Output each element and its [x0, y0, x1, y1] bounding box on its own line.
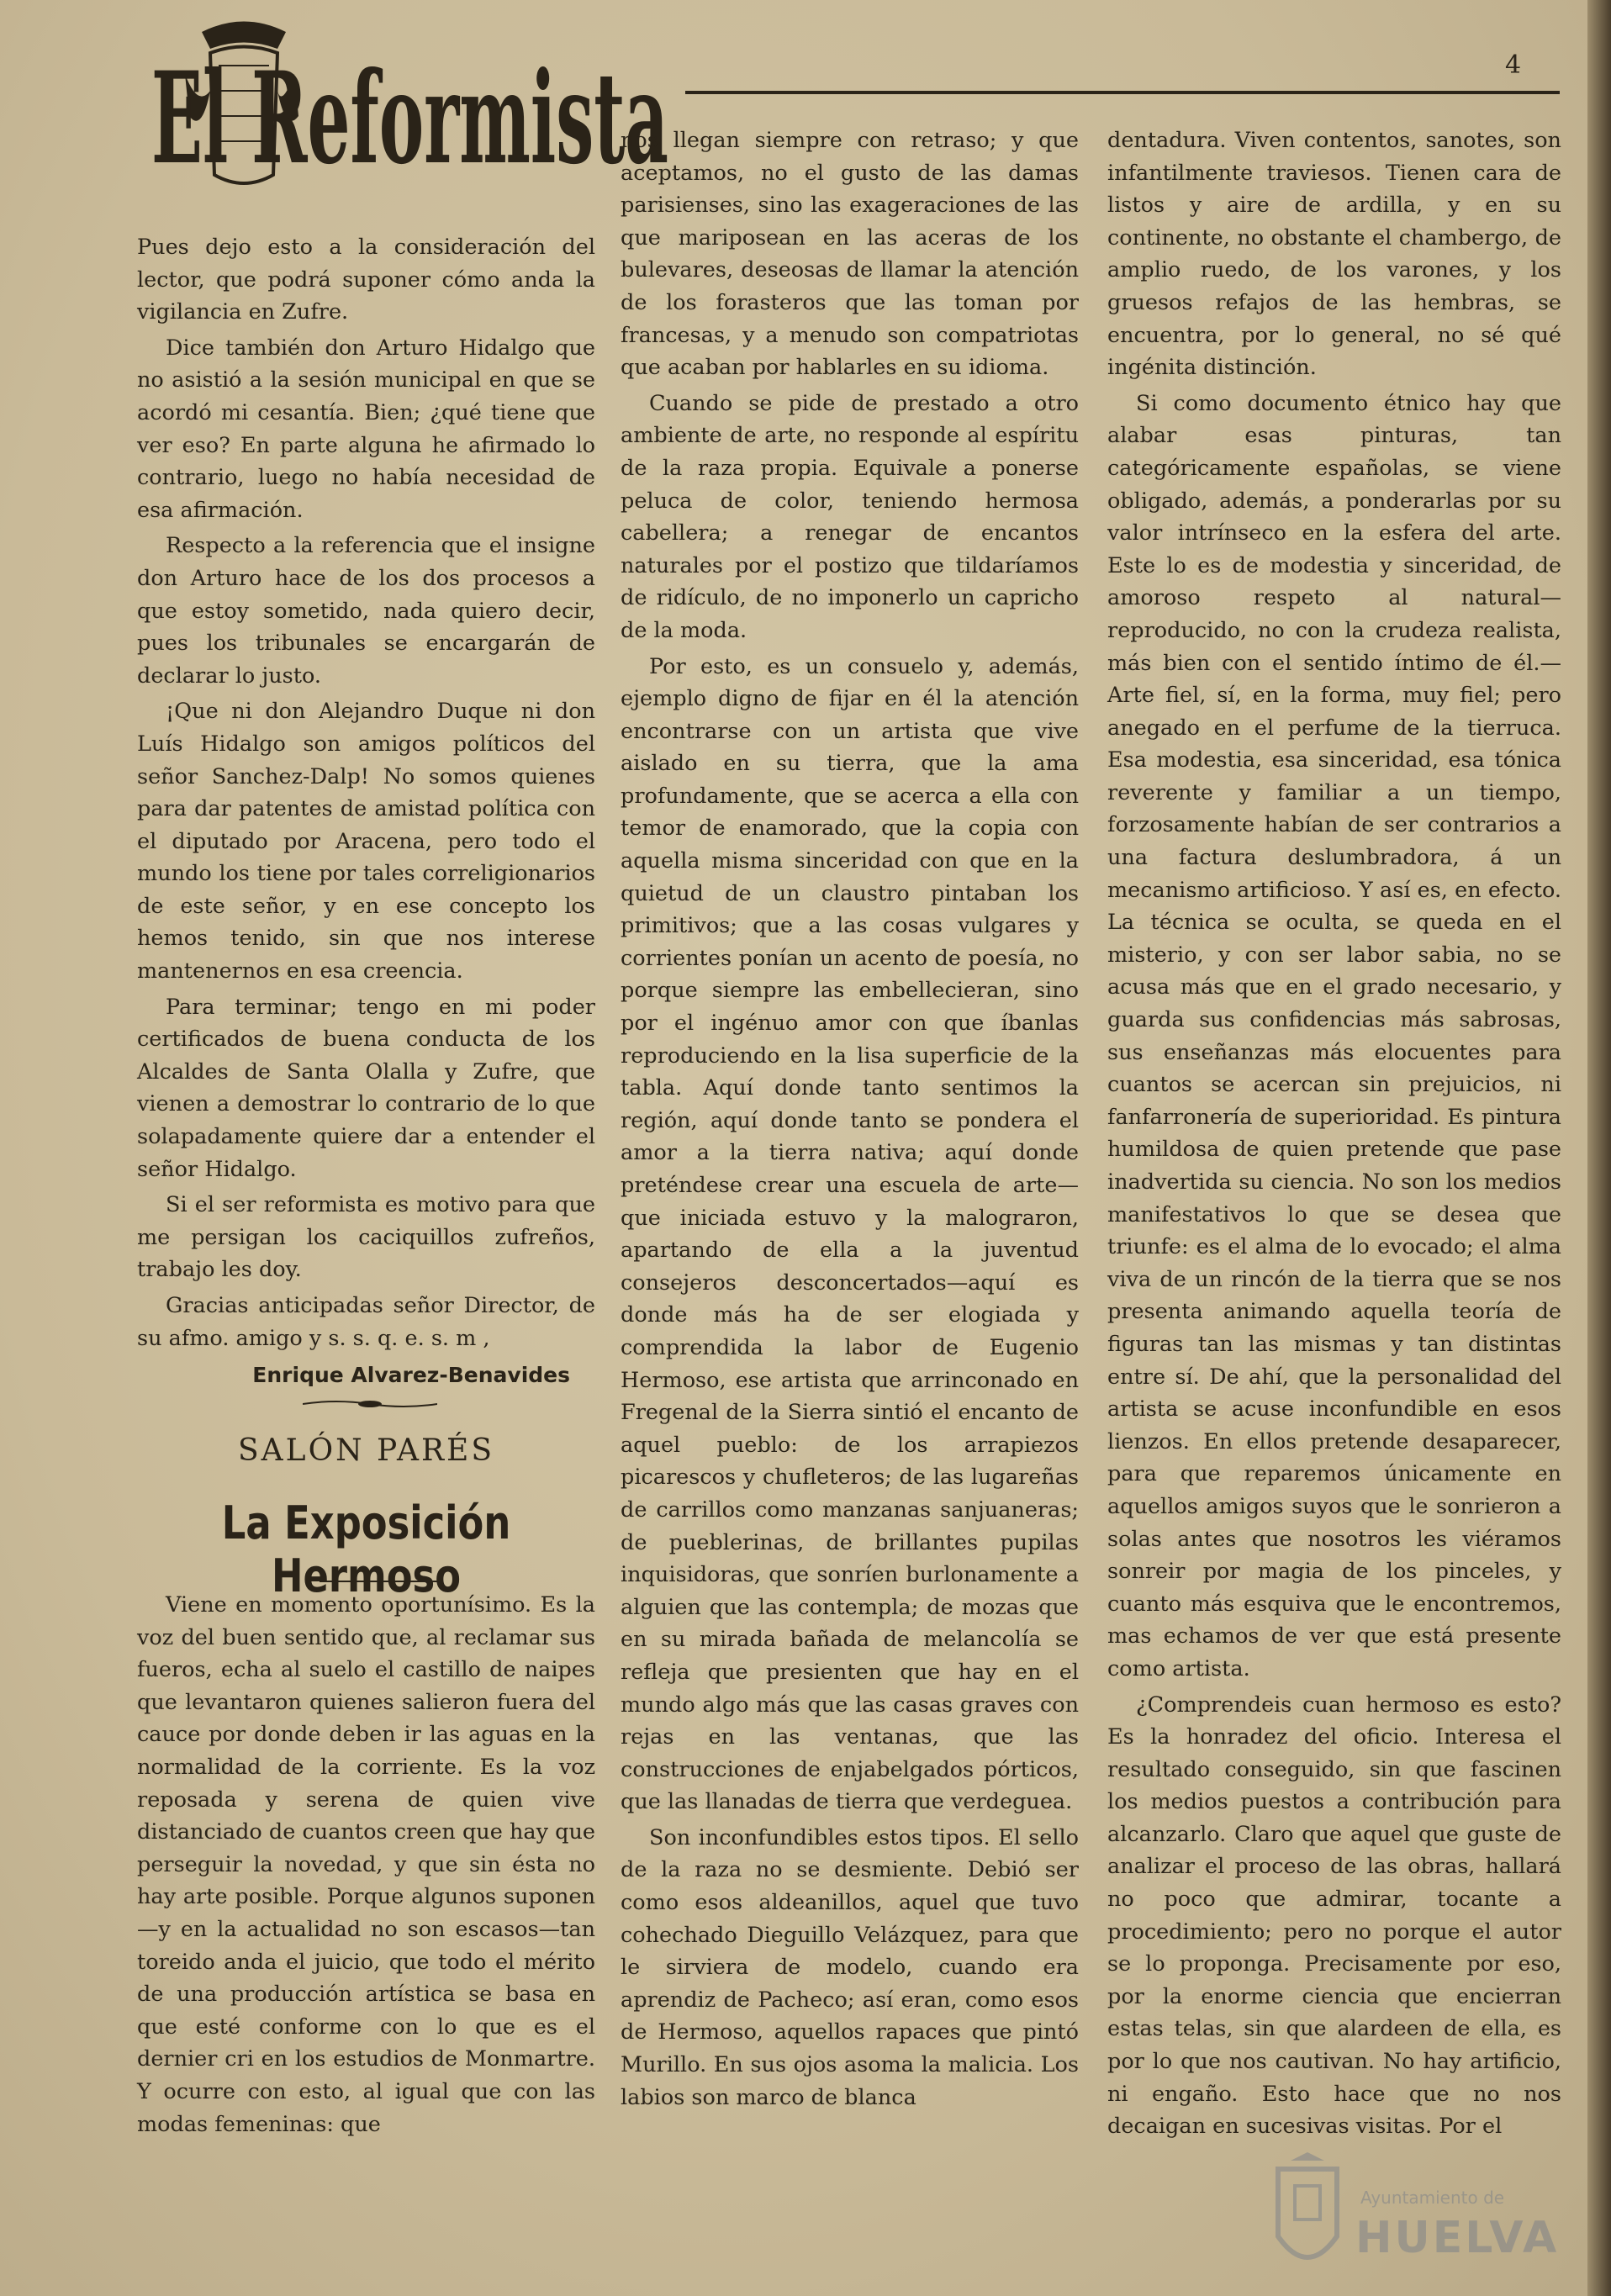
masthead-logo: [151, 7, 673, 200]
letter-paragraph: Dice también don Arturo Hidalgo que no asistió a la sesión municipal en que se acordó mi cesantía. Bien; ¿qué tiene que ver eso? En parte alguna he afirmado lo contrario, luego no había necesidad de esa afirmación.: [137, 335, 595, 523]
article-paragraph: nos llegan siempre con retraso; y que aceptamos, no el gusto de las damas parisienses, sino las exageraciones de las que mariposean en las aceras de los bulevares, deseosas de llamar la atención de los forasteros que las toman por francesas, y a menudo son compatriotas que acaban por hablarles en su idioma.: [621, 128, 1079, 381]
watermark-line1: Ayuntamiento de: [1360, 2188, 1505, 2208]
letter-column: [137, 231, 595, 1392]
article-column-1: [137, 1589, 595, 2140]
article-column-3: [1107, 124, 1561, 2143]
header-rule: [685, 91, 1560, 94]
watermark-line2: HUELVA: [1355, 2213, 1560, 2263]
section-title: SALÓN PARÉS: [238, 1433, 494, 1468]
masthead-title: El Reformista: [151, 45, 668, 193]
letter-paragraph: Para terminar; tengo en mi poder certificados de buena conducta de los Alcaldes de Santa Olalla y Zufre, que vienen a demostrar lo contrario de lo que solapadamente quiere dar a entender el señor Hidalgo.: [137, 994, 595, 1182]
letter-paragraph: ¡Que ni don Alejandro Duque ni don Luís Hidalgo son amigos políticos del señor Sanchez-Dalp! No somos quienes para dar patentes de amistad política con el diputado por Aracena, pero todo el mundo los tiene por tales correligionarios de este señor, y en ese concepto los hemos tenido, sin que nos interese mantenernos en esa creencia.: [137, 699, 595, 984]
article-paragraph: Son inconfundibles estos tipos. El sello de la raza no se desmiente. Debió ser como esos aldeanillos, aquel que tuvo cohechado Dieguillo Velázquez, para que le sirviera de modelo, cuando era aprendiz de Pacheco; así eran, como esos de Hermoso, aquellos rapaces que pintó Murillo. En sus ojos asoma la malicia. Los labios son marco de blanca: [621, 1824, 1079, 2110]
masthead-drawing: [151, 7, 673, 200]
archive-watermark: [1261, 2152, 1560, 2287]
letter-paragraph: Respecto a la referencia que el insigne don Arturo hace de los dos procesos a que estoy sometido, nada quiero decir, pues los tribunales se encargarán de declarar lo justo.: [137, 533, 595, 689]
page-number: 4: [1505, 50, 1522, 80]
coat-of-arms-icon: [1261, 2152, 1354, 2287]
article-paragraph: Por esto, es un consuelo y, además, ejemplo digno de fijar en él la atención encontrarse con un artista que vive aislado en su tierra, que la ama profundamente, que se acerca a ella con temor de enamorado, que la copia con aquella misma sinceridad con que en la quietud de un claustro pintaban los primitivos; que a las cosas vulgares y corrientes ponían un acento de poesía, no porque siempre las embellecieran, sino por el ingénuo amor con que íbanlas reproduciendo en la lisa superficie de la tabla. Aquí donde tanto sentimos la región, aquí donde tanto se pondera el amor a la tierra nativa; aquí donde preténdese crear una escuela de arte—que iniciada estuvo y la malograron, apartando de ella a la juventud consejeros desconcertados—aquí es donde más ha de ser elogiada y comprendida la labor de Eugenio Hermoso, ese artista que arrinconado en Fregenal de la Sierra sintió el encanto de aquel pueblo: de los arrapiezos picarescos y chufleteros; de las lugareñas de carrillos como manzanas sanjuaneras; de pueblerinas, de brillantes pupilas inquisidoras, que sonríen burlonamente a alguien que las contempla; de mozas que en su mirada bañada de melancolía se refleja que presienten que hay en el mundo algo más que las casas graves con rejas en las ventanas, que las construcciones de enjabelgados pórticos, que las llanadas de tierra que verdeguea.: [621, 653, 1079, 1815]
divider-ornament: [303, 1397, 437, 1411]
letter-paragraph: Gracias anticipadas señor Director, de su afmo. amigo y s. s. q. e. s. m ,: [137, 1293, 595, 1351]
article-column-2: [621, 124, 1079, 2114]
letter-signature: Enrique Alvarez-Benavides: [252, 1363, 570, 1388]
binding-shadow: [1587, 0, 1611, 2296]
article-paragraph: ¿Comprendeis cuan hermoso es esto? Es la honradez del oficio. Interesa el resultado conseguido, sin que fascinen los medios puestos a contribución para alcanzarlo. Claro que aquel que guste de analizar el proceso de las obras, hallará no poco que admirar, tocante a procedimiento; pero no porque el autor se lo proponga. Precisamente por eso, por la enorme ciencia que encierran estas telas, sin que alardeen de ella, es por lo que nos cautivan. No hay artificio, ni engaño. Esto hace que no nos decaigan en sucesivas visitas. Por el: [1107, 1692, 1561, 2140]
article-paragraph: Cuando se pide de prestado a otro ambiente de arte, no responde al espíritu de la raza propia. Equivale a ponerse peluca de color, teniendo hermosa cabellera; a renegar de encantos naturales por el postizo que tildaríamos de ridículo, de no imponerlo un capricho de la moda.: [621, 390, 1079, 643]
article-paragraph: dentadura. Viven contentos, sanotes, son infantilmente traviesos. Tienen cara de listos y aire de ardilla, y en su continente, no obstante el chambergo, de amplio ruedo, de los varones, y los gruesos refajos de las hembras, se encuentra, por lo general, no sé qué ingénita distinción.: [1107, 128, 1561, 381]
article-paragraph: Viene en momento oportunísimo. Es la voz del buen sentido que, al reclamar sus fueros, echa al suelo el castillo de naipes que levantaron quienes salieron fuera del cauce por donde deben ir las aguas en la normalidad de la corriente. Es la voz reposada y serena de quien vive distanciado de cuantos creen que hay que perseguir la novedad, y que sin ésta no hay arte posible. Porque algunos suponen—y en la actualidad no son escasos—tan toreido anda el juicio, que todo el mérito de una producción artística se basa en que esté conforme con lo que es el dernier cri en los estudios de Monmartre. Y ocurre con esto, al igual que con las modas femeninas: que: [137, 1592, 595, 2137]
letter-paragraph: Pues dejo esto a la consideración del lector, que podrá suponer cómo anda la vigilancia en Zufre.: [137, 235, 595, 325]
article-title: La Exposición Hermoso: [221, 1496, 511, 1602]
letter-paragraph: Si el ser reformista es motivo para que me persigan los caciquillos zufreños, trabajo les doy.: [137, 1192, 595, 1283]
title-rule: [320, 1581, 437, 1582]
article-paragraph: Si como documento étnico hay que alabar esas pinturas, tan categóricamente españolas, se viene obligado, además, a ponderarlas por su valor intrínseco en la esfera del arte. Este lo es de modestia y sinceridad, de amoroso respeto al natural—reproducido, no con la crudeza realista, más bien con el sentido íntimo de él.—Arte fiel, sí, en la forma, muy fiel; pero anegado en el perfume de la tierruca. Esa modestia, esa sinceridad, esa tónica reverente y familiar a un tiempo, forzosamente habían de ser contrarios a una factura deslumbradora, á un mecanismo artificioso. Y así es, en efecto. La técnica se oculta, se queda en el misterio, y con ser labor sabia, no se acusa más que en el grado necesario, y guarda sus confidencias más sabrosas, sus enseñanzas más elocuentes para cuantos se acercan sin prejuicios, ni fanfarronería de superioridad. Es pintura humildosa de quien pretende que pase inadvertida su ciencia. No son los medios manifestativos lo que se desea que triunfe: es el alma de lo evocado; el alma viva de un rincón de la tierra que se nos presenta animando aquella teoría de figuras tan las mismas y tan distintas entre sí. De ahí, que la personalidad del artista se acuse inconfundible en esos lienzos. En ellos pretende desaparecer, para que reparemos únicamente en aquellos amigos suyos que le sonrieron a solas antes que nosotros les viéramos sonreir por magia de los pinceles, y cuanto más esquiva que le encontremos, mas echamos de ver que está presente como artista.: [1107, 390, 1561, 1681]
